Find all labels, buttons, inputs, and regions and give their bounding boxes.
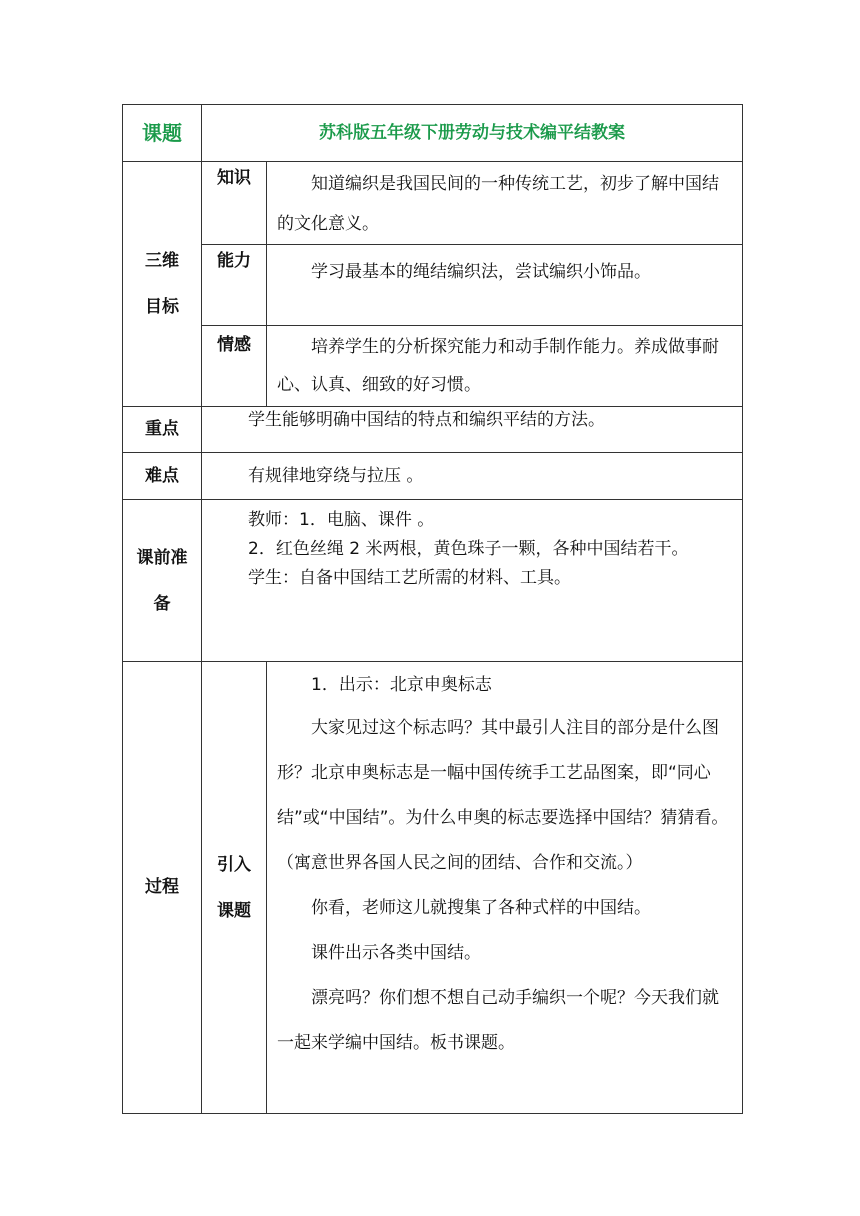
preparation-label <box>123 500 202 662</box>
process-section-line1: 引入 <box>217 854 251 875</box>
process-label: 过程 <box>123 662 202 1114</box>
process-paragraph: 你看，老师这儿就搜集了各种式样的中国结。 <box>311 898 651 918</box>
knowledge-text: 知道编织是我国民间的一种传统工艺，初步了解中国结的文化意义。 <box>277 174 719 234</box>
knowledge-text-cell <box>267 162 743 245</box>
key-point-text: 学生能够明确中国结的特点和编织平结的方法。 <box>248 410 605 430</box>
preparation-label-line1: 课前准 <box>136 547 188 568</box>
objective-knowledge-row <box>123 162 743 245</box>
preparation-materials: 2．红色丝绳 2 米两根，黄色珠子一颗，各种中国结若干。 <box>248 539 689 559</box>
preparation-label-line2: 备 <box>153 593 171 614</box>
key-point-cell <box>202 407 743 453</box>
key-point-label: 重点 <box>123 407 202 453</box>
difficulty-label: 难点 <box>123 453 202 500</box>
difficulty-row <box>123 453 743 500</box>
process-paragraph: 课件出示各类中国结。 <box>311 943 481 963</box>
knowledge-label: 知识 <box>202 162 267 245</box>
process-paragraph: 1．出示：北京申奥标志 <box>311 675 492 695</box>
emotion-label: 情感 <box>202 326 267 407</box>
title-row <box>123 105 743 162</box>
preparation-cell <box>202 500 743 662</box>
lesson-plan-table <box>122 104 743 1114</box>
objectives-label-line2: 目标 <box>145 297 179 317</box>
objectives-label <box>123 162 202 407</box>
ability-text-cell <box>267 245 743 326</box>
difficulty-cell <box>202 453 743 500</box>
preparation-row <box>123 500 743 662</box>
objectives-label-line1: 三维 <box>145 251 179 271</box>
objective-ability-row <box>123 245 743 326</box>
objective-emotion-row <box>123 326 743 407</box>
preparation-teacher: 教师：1．电脑、课件 。 <box>248 510 435 530</box>
ability-text: 学习最基本的绳结编织法，尝试编织小饰品。 <box>311 262 651 282</box>
process-section-line2: 课题 <box>217 900 251 921</box>
difficulty-text: 有规律地穿绕与拉压 。 <box>248 465 424 486</box>
topic-label: 课题 <box>123 105 202 162</box>
emotion-text-cell <box>267 326 743 407</box>
process-content-cell <box>267 662 743 1114</box>
emotion-text: 培养学生的分析探究能力和动手制作能力。养成做事耐心、认真、细致的好习惯。 <box>277 337 719 395</box>
ability-label: 能力 <box>202 245 267 326</box>
process-row <box>123 662 743 1114</box>
process-section-label <box>202 662 267 1114</box>
preparation-student: 学生：自备中国结工艺所需的材料、工具。 <box>248 568 571 588</box>
process-paragraph: 漂亮吗？你们想不想自己动手编织一个呢？今天我们就一起来学编中国结。板书课题。 <box>277 988 719 1053</box>
page-title: 苏科版五年级下册劳动与技术编平结教案 <box>202 105 743 162</box>
process-paragraph: 大家见过这个标志吗？其中最引人注目的部分是什么图形？北京申奥标志是一幅中国传统手工艺品图案，即“同心结”或“中国结”。为什么申奥的标志要选择中国结？猜猜看。 （寓意世界各国人民之间的团结、合作和交流。） <box>277 718 729 873</box>
key-point-row <box>123 407 743 453</box>
